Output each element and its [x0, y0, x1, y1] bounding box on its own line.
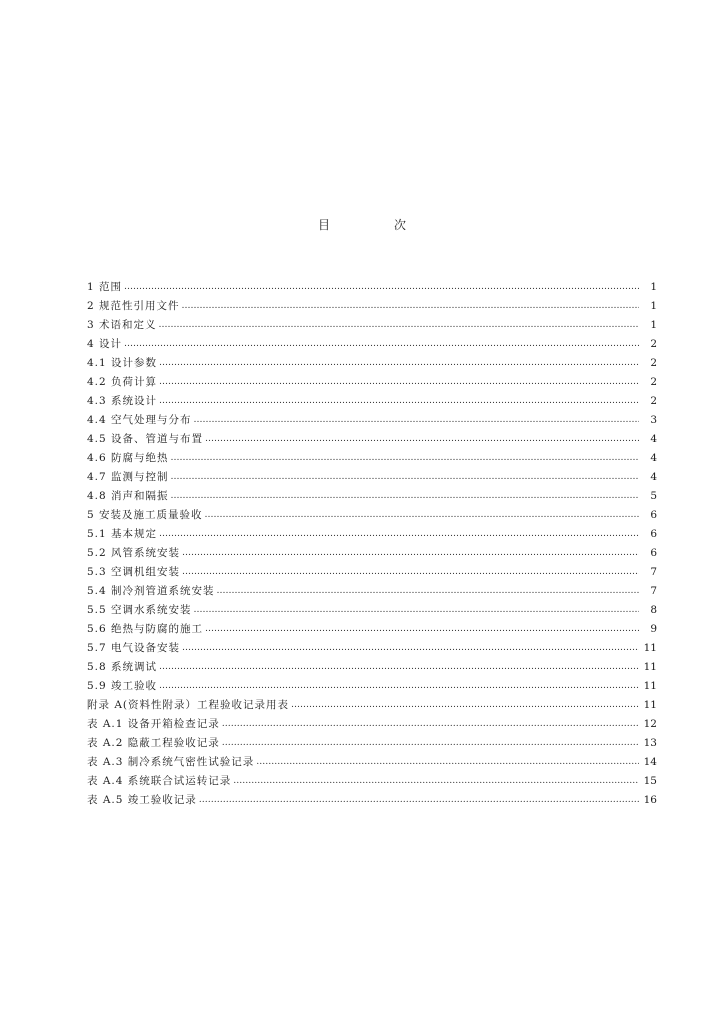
toc-entry [87, 445, 657, 464]
toc-entry-page: 6 [650, 509, 657, 521]
toc-entry [87, 768, 657, 787]
toc-leader-dots [124, 338, 639, 350]
toc-entry-label: 4.4 空气处理与分布 [87, 414, 192, 426]
toc-entry-page: 1 [650, 300, 657, 312]
toc-list [87, 274, 657, 806]
toc-entry-label: 1 范围 [87, 281, 123, 293]
toc-entry [87, 749, 657, 768]
toc-entry [87, 407, 657, 426]
toc-leader-dots [205, 509, 639, 521]
toc-leader-dots [171, 471, 639, 483]
toc-entry-page: 8 [650, 604, 657, 616]
toc-leader-dots [182, 642, 639, 654]
toc-leader-dots [159, 680, 639, 692]
toc-entry-page: 6 [650, 547, 657, 559]
toc-entry [87, 502, 657, 521]
toc-entry-page: 11 [643, 680, 657, 692]
toc-entry-label: 4.3 系统设计 [87, 395, 158, 407]
toc-entry-page: 5 [650, 490, 657, 502]
toc-entry-page: 6 [650, 528, 657, 540]
toc-entry-label: 5.7 电气设备安装 [87, 642, 181, 654]
toc-entry-page: 2 [650, 357, 657, 369]
toc-entry-label: 表 A.4 系统联合试运转记录 [87, 775, 232, 787]
toc-entry-page: 11 [643, 642, 657, 654]
toc-entry-label: 5.2 风管系统安装 [87, 547, 181, 559]
toc-entry [87, 350, 657, 369]
toc-entry [87, 559, 657, 578]
toc-entry-label: 5 安装及施工质量验收 [87, 509, 203, 521]
toc-entry-label: 2 规范性引用文件 [87, 300, 180, 312]
toc-entry-label: 5.3 空调机组安装 [87, 566, 181, 578]
toc-leader-dots [217, 585, 639, 597]
toc-entry [87, 654, 657, 673]
toc-entry-label: 4.5 设备、管道与布置 [87, 433, 204, 445]
toc-entry [87, 426, 657, 445]
toc-entry-page: 15 [643, 775, 657, 787]
toc-entry-page: 12 [643, 718, 657, 730]
toc-entry-label: 4.7 监测与控制 [87, 471, 169, 483]
toc-entry-label: 4.2 负荷计算 [87, 376, 158, 388]
toc-entry-label: 5.9 竣工验收 [87, 680, 158, 692]
toc-entry-page: 2 [650, 395, 657, 407]
toc-entry [87, 293, 657, 312]
toc-entry-label: 4 设计 [87, 338, 123, 350]
toc-entry [87, 578, 657, 597]
toc-entry [87, 369, 657, 388]
toc-entry-page: 1 [650, 319, 657, 331]
toc-entry-label: 4.8 消声和隔振 [87, 490, 169, 502]
toc-leader-dots [194, 604, 639, 616]
toc-entry-label: 4.1 设计参数 [87, 357, 158, 369]
toc-entry-page: 4 [650, 433, 657, 445]
toc-entry [87, 388, 657, 407]
toc-entry-label: 表 A.2 隐蔽工程验收记录 [87, 737, 220, 749]
toc-entry [87, 331, 657, 350]
toc-leader-dots [205, 623, 639, 635]
toc-leader-dots [159, 319, 639, 331]
toc-entry [87, 673, 657, 692]
toc-entry-page: 4 [650, 471, 657, 483]
toc-entry-label: 5.1 基本规定 [87, 528, 158, 540]
toc-leader-dots [199, 794, 639, 806]
toc-entry [87, 312, 657, 331]
toc-entry [87, 464, 657, 483]
toc-leader-dots [205, 433, 639, 445]
toc-leader-dots [159, 528, 639, 540]
toc-leader-dots [159, 376, 639, 388]
toc-entry [87, 616, 657, 635]
toc-leader-dots [233, 775, 639, 787]
toc-leader-dots [159, 395, 639, 407]
toc-entry [87, 787, 657, 806]
toc-title: 目 次 [317, 218, 432, 232]
toc-entry-page: 1 [650, 281, 657, 293]
toc-entry-page: 11 [643, 661, 657, 673]
toc-entry-label: 5.4 制冷剂管道系统安装 [87, 585, 215, 597]
toc-leader-dots [124, 281, 639, 293]
toc-entry-label: 附录 A(资料性附录）工程验收记录用表 [87, 699, 290, 711]
toc-entry [87, 711, 657, 730]
toc-leader-dots [171, 490, 639, 502]
toc-entry-label: 表 A.3 制冷系统气密性试验记录 [87, 756, 255, 768]
toc-entry [87, 274, 657, 293]
toc-leader-dots [256, 756, 639, 768]
toc-entry-page: 9 [650, 623, 657, 635]
toc-entry [87, 730, 657, 749]
toc-leader-dots [159, 661, 639, 673]
toc-entry-label: 3 术语和定义 [87, 319, 157, 331]
toc-entry [87, 483, 657, 502]
toc-entry-label: 5.8 系统调试 [87, 661, 158, 673]
toc-leader-dots [222, 737, 639, 749]
toc-entry-page: 2 [650, 338, 657, 350]
toc-entry-label: 5.6 绝热与防腐的施工 [87, 623, 204, 635]
toc-entry-label: 4.6 防腐与绝热 [87, 452, 169, 464]
toc-leader-dots [194, 414, 639, 426]
toc-entry-page: 4 [650, 452, 657, 464]
toc-entry-page: 16 [643, 794, 657, 806]
toc-leader-dots [291, 699, 639, 711]
toc-leader-dots [159, 357, 639, 369]
toc-entry-label: 表 A.5 竣工验收记录 [87, 794, 197, 806]
toc-entry-page: 7 [650, 566, 657, 578]
toc-entry-page: 2 [650, 376, 657, 388]
toc-entry-page: 11 [643, 699, 657, 711]
toc-entry-page: 14 [643, 756, 657, 768]
toc-leader-dots [182, 300, 639, 312]
toc-entry [87, 597, 657, 616]
toc-leader-dots [171, 452, 639, 464]
toc-entry-label: 表 A.1 设备开箱检查记录 [87, 718, 220, 730]
toc-leader-dots [182, 566, 639, 578]
toc-entry [87, 692, 657, 711]
toc-entry-page: 7 [650, 585, 657, 597]
toc-entry [87, 540, 657, 559]
toc-leader-dots [222, 718, 639, 730]
toc-entry-page: 3 [650, 414, 657, 426]
toc-leader-dots [182, 547, 639, 559]
toc-entry [87, 635, 657, 654]
toc-entry-label: 5.5 空调水系统安装 [87, 604, 192, 616]
toc-entry-page: 13 [643, 737, 657, 749]
toc-entry [87, 521, 657, 540]
